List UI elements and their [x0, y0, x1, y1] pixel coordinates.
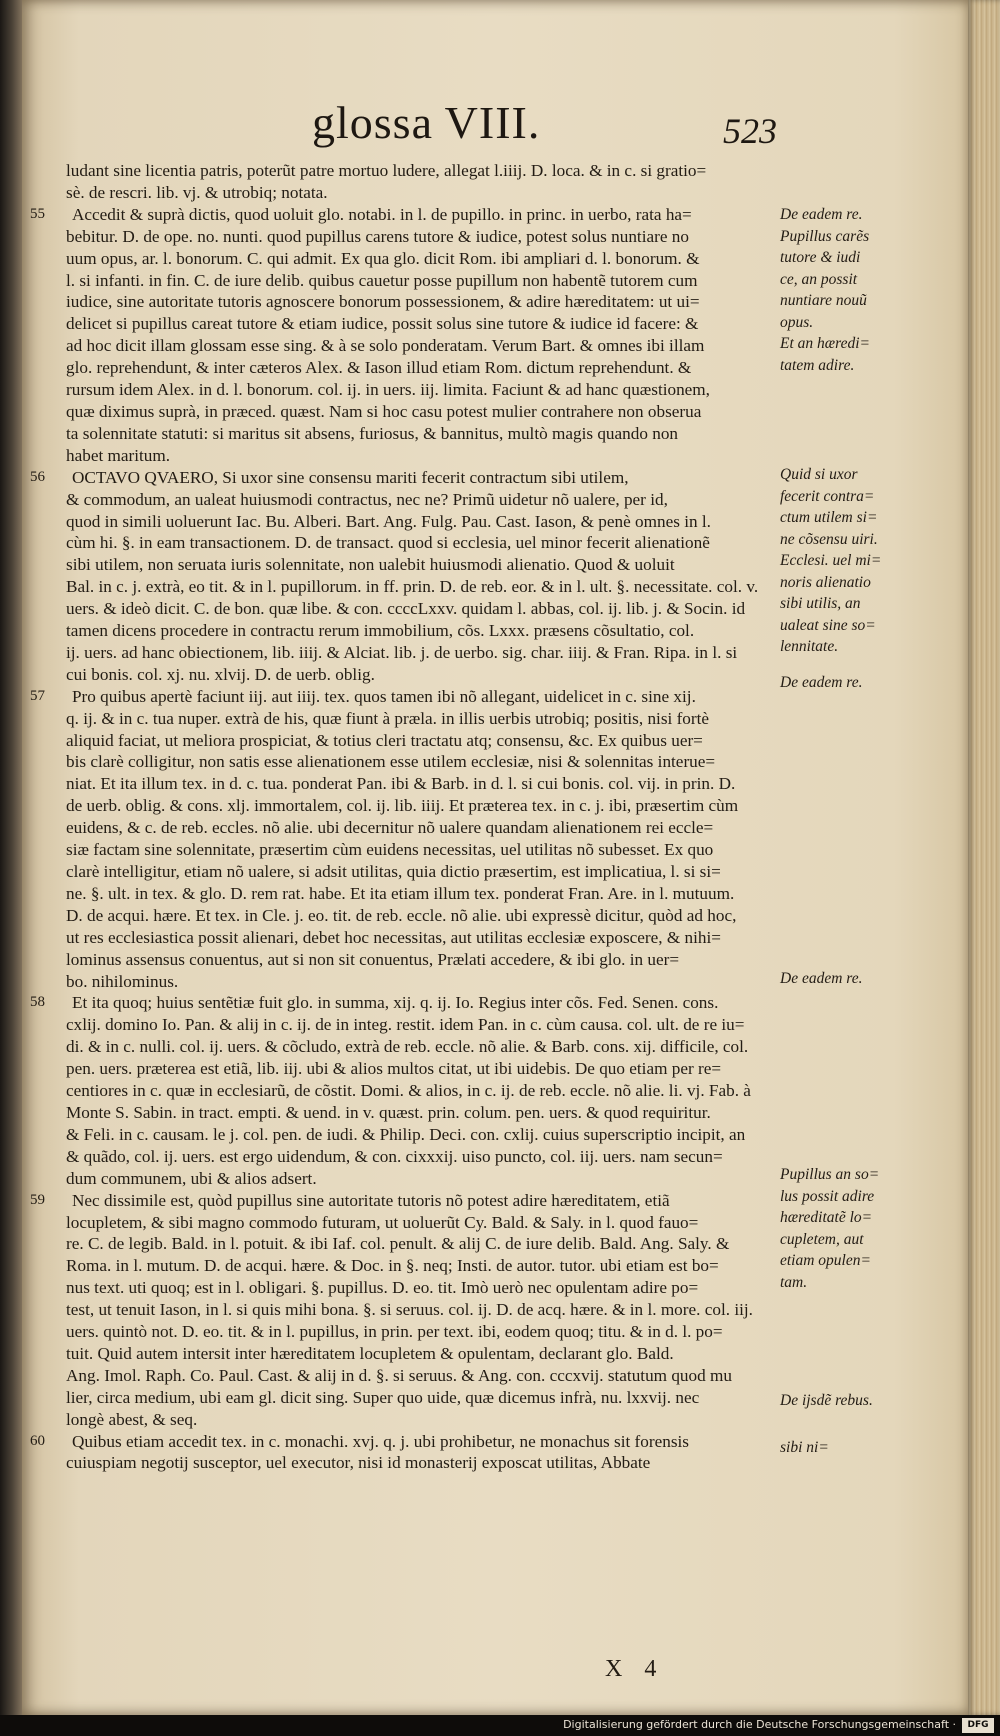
text-line: uers. quintò not. D. eo. tit. & in l. pupillus, in prin. per text. ibi, eodem quoq; titu. & in d. l. po= [66, 1322, 723, 1342]
margin-note-line: hæreditatẽ lo= [780, 1209, 873, 1226]
text-line: uum opus, ar. l. bonorum. C. qui admit. Ex qua glo. dicit Rom. ibi ampliari d. l. bonorum. & [66, 248, 700, 268]
margin-note-line: fecerit contra= [780, 487, 875, 505]
margin-note-line: nuntiare nouũ [780, 292, 867, 309]
paragraph-number: 56 [30, 468, 45, 485]
text-line: iudice, sine autoritate tutoris agnoscere bonorum possessionem, & adire hæreditatem: ut ui= [66, 292, 700, 312]
text-line: cxlij. domino Io. Pan. & alij in c. ij. de in integ. restit. idem Pan. in c. cùm causa. col. ult. de re iu= [66, 1015, 745, 1035]
margin-note-line: tatem adire. [780, 356, 855, 374]
text-line: habet maritum. [66, 445, 171, 465]
paragraph [30, 1431, 790, 1475]
text-line: rursum idem Alex. in d. l. bonorum. col. ij. in uers. iij. limita. Faciunt & ad hanc quæstionem, [66, 380, 710, 400]
text-line: lier, circa medium, ubi eam gl. dicit sing. Super quo uide, quæ dicemus infrà, nu. lxxvij. nec [66, 1387, 700, 1407]
text-line: sè. de rescri. lib. vj. & utrobiq; notata. [66, 182, 328, 202]
text-line: euidens, & c. de reb. eccles. nõ alie. ubi decernitur nõ ualere quandam alienationem rei eccle= [66, 818, 714, 838]
text-line: siæ factam sine solennitate, præsertim cùm euidens necessitas, uel utilitas nõ subesset. Ex quo [66, 840, 714, 860]
paragraph-number: 60 [30, 1432, 45, 1449]
text-line: Et ita quoq; huius sentẽtiæ fuit glo. in summa, xij. q. ij. Io. Regius inter cõs. Fed. Senen. cons. [72, 993, 719, 1013]
text-line: Ang. Imol. Raph. Co. Paul. Cast. & alij in d. §. si seruus. & Ang. con. cccxvij. statutum quod mu [66, 1365, 732, 1385]
text-line: ij. uers. ad hanc obiectionem, lib. iiij. & Alciat. lib. j. de uerbo. sig. char. iiij. & Fran. Ripa. in l. si [66, 642, 738, 662]
margin-note [780, 204, 878, 376]
text-line: Pro quibus apertè faciunt iij. aut iiij. tex. quos tamen ibi nõ allegant, uidelicet in c. sine xij. [72, 686, 696, 706]
margin-note-line: ctum utilem si= [780, 509, 878, 526]
paragraph-number: 58 [30, 994, 45, 1011]
margin-note-line: De ijsdẽ rebus. [780, 1392, 873, 1409]
margin-note-line: sibi utilis, an [780, 595, 861, 612]
text-line: Nec dissimile est, quòd pupillus sine autoritate tutoris nõ potest adire hæreditatem, etiã [72, 1190, 670, 1210]
signature-mark: X 4 [605, 1656, 665, 1682]
margin-note-line: lennitate. [780, 638, 839, 655]
text-line: quod in simili uoluerunt Iac. Bu. Alberi. Bart. Ang. Fulg. Pau. Cast. Iason, & penè omnes in l. [66, 511, 711, 531]
text-line: ad hoc dicit illam glossam esse sing. & à se solo ponderatam. Verum Bart. & omnes ibi illam [66, 336, 705, 356]
text-line: tuit. Quid autem intersit inter hæreditatem locupletem & opulentam, declarant glo. Bald. [66, 1343, 674, 1363]
paragraph [30, 992, 790, 1189]
text-line: lominus assensus conuentus, aut si non sit conuentus, Prælati accedere, & ibi glo. in uer= [66, 949, 680, 969]
text-line: centiores in c. quæ in ecclesiarũ, de cõstit. Domi. & alios, in c. ij. de reb. eccle. nõ alie. li. vj. Fab. à [66, 1081, 751, 1101]
margin-note [780, 968, 878, 990]
text-line: OCTAVO QVAERO, Si uxor sine consensu mariti fecerit contractum sibi utilem, [72, 467, 629, 487]
text-line: Monte S. Sabin. in tract. empti. & uend. in v. quæst. prin. colum. pen. uers. & quod requiritur. [66, 1102, 711, 1122]
footer-credit: Digitalisierung gefördert durch die Deutsche Forschungsgemeinschaft · [563, 1718, 956, 1731]
paragraph [30, 686, 790, 993]
margin-note-line: lus possit adire [780, 1187, 875, 1205]
margin-note-line: etiam opulen= [780, 1252, 871, 1269]
paragraph-number: 57 [30, 687, 45, 704]
text-line: ne. §. ult. in tex. & glo. D. rem rat. habe. Et ita etiam illum tex. ponderat Fran. Are. in l. mutuum. [66, 883, 735, 903]
text-line: uers. & ideò dicit. C. de bon. quæ libe. & con. ccccLxxv. quidam l. abbas, col. ij. lib. j. & Socin. id [66, 599, 746, 619]
text-line: ta solennitate statuti: si maritus sit absens, furiosus, & bannitus, multò magis quando non [66, 423, 679, 443]
text-line: quæ diximus suprà, in præced. quæst. Nam si hoc casu potest mulier contrahere non obserua [66, 401, 702, 421]
text-line: & commodum, an ualeat huiusmodi contractus, nec ne? Primũ uidetur nõ ualere, per id, [66, 489, 668, 509]
text-line: bo. nihilominus. [66, 971, 179, 991]
running-head: glossa VIII. [312, 97, 541, 148]
text-line: cùm hi. §. in eam transactionem. D. de transact. quod si ecclesia, uel minor fecerit alienationẽ [66, 533, 710, 553]
margin-note-line: tam. [780, 1273, 808, 1291]
dfg-logo: DFG [962, 1718, 994, 1733]
text-line: re. C. de legib. Bald. in l. potuit. & ibi Iaf. col. penult. & alij C. de iure delib. Bald. Ang. Saly. & [66, 1234, 730, 1254]
margin-note-line: ualeat sine so= [780, 616, 876, 634]
text-line: q. ij. & in c. tua nuper. extrà de his, quæ fiunt à præla. in illis uerbis utrobiq; positis, nisi fortè [66, 708, 710, 728]
margin-note-line: opus. [780, 313, 814, 331]
text-line: bis clarè colligitur, non satis esse alienationem esse utilem ecclesiæ, nisi & solennitas interue= [66, 752, 716, 772]
paragraph [40, 160, 790, 204]
margin-note-line: ce, an possit [780, 270, 858, 288]
margin-note-line: Pupillus an so= [780, 1166, 880, 1183]
text-line: Quibus etiam accedit tex. in c. monachi. xvj. q. j. ubi prohibetur, ne monachus sit forensis [72, 1431, 689, 1451]
margin-note [780, 464, 882, 658]
text-line: Accedit & suprà dictis, quod uoluit glo. notabi. in l. de pupillo. in princ. in uerbo, rata ha= [72, 204, 692, 224]
text-line: cuiuspiam negotij susceptor, uel executor, nisi id monasterij exposcat utilitas, Abbate [66, 1453, 651, 1473]
text-line: sibi utilem, non seruata iuris solennitate, non ualebit huiusmodi alienatio. Quod & uoluit [66, 555, 675, 575]
text-line: di. & in c. nulli. col. ij. uers. & cõcludo, extrà de reb. eccle. nõ alie. & Barb. cons. xij. difficile, col. [66, 1037, 749, 1057]
text-line: de uerb. oblig. & cons. xlj. immortalem, col. ij. lib. iiij. Et præterea tex. in c. j. ibi, præsertim cùm [66, 796, 739, 816]
text-line: Roma. in l. mutum. D. de acqui. hære. & Doc. in §. neq; Insti. de autor. tutor. ubi etiam est bo= [66, 1256, 719, 1276]
paragraph-number: 55 [30, 205, 45, 222]
text-line: D. de acqui. hære. Et tex. in Cle. j. eo. tit. de reb. eccle. nõ alie. ubi expressè dicitur, quòd ad hoc, [66, 905, 737, 925]
paragraph [30, 467, 790, 686]
page-number: 523 [723, 111, 777, 151]
text-line: tamen dicens procedere in contractu rerum immobilium, cõs. Lxxx. præsens cõsultatio, col. [66, 621, 695, 641]
margin-note-line: cupletem, aut [780, 1230, 864, 1248]
page-edges [968, 0, 1000, 1715]
text-line: bebitur. D. de ope. no. nunti. quod pupillus carens tutore & iudice, potest solus nuntiare no [66, 226, 689, 246]
text-line: longè abest, & seq. [66, 1409, 198, 1429]
margin-note-line: Ecclesi. uel mi= [780, 552, 882, 569]
margin-note-line: noris alienatio [780, 573, 871, 591]
paragraph-number: 59 [30, 1191, 45, 1208]
text-line: aliquid faciat, ut meliora prospiciat, & totius cleri tractatu atq; consensu, &c. Ex quibus uer= [66, 730, 703, 750]
margin-note-line: De eadem re. [780, 206, 863, 223]
text-line: nus text. uti quoq; est in l. obligari. §. pupillus. D. eo. tit. Imò uerò nec opulentam adire po= [66, 1278, 699, 1298]
text-line: cui bonis. col. xj. nu. xlvij. D. de uerb. oblig. [66, 664, 375, 684]
footer-bar [0, 1715, 1000, 1736]
text-line: clarè intelligitur, etiam nõ ualere, si adsit utilitas, quia dictio præsertim, est implicatiua, l. si si= [66, 862, 721, 881]
text-line: Bal. in c. j. extrà, eo tit. & in l. pupillorum. in ff. prin. D. de reb. eor. & in l. ult. §. necessitate. col. v. [66, 577, 759, 597]
margin-note-line: Quid si uxor [780, 466, 858, 483]
margin-note [780, 672, 878, 694]
margin-note-line: ne cõsensu uiri. [780, 530, 878, 548]
margin-note-line: De eadem re. [780, 970, 863, 987]
margin-note [780, 1390, 878, 1412]
text-line: & Feli. in c. causam. le j. col. pen. de iudi. & Philip. Deci. con. cxlij. cuius superscriptio incipit, an [66, 1124, 746, 1144]
text-line: locupletem, & sibi magno commodo futuram, ut uoluerũt Cy. Bald. & Saly. in l. quod fauo= [66, 1212, 699, 1232]
catchword: sibi ni= [780, 1439, 829, 1456]
margin-note-line: Pupillus carẽs [780, 227, 870, 245]
margin-note-line: De eadem re. [780, 674, 863, 691]
text-line: niat. Et ita illum tex. in d. c. tua. ponderat Pan. ibi & Barb. in d. l. si cui bonis. col. vij. in prin. D. [66, 774, 736, 794]
text-line: test, ut tenuit Iason, in l. si quis mihi bona. §. si seruus. col. ij. D. de acq. hære. & in l. more. col. iij. [66, 1300, 753, 1320]
margin-note-line: tutore & iudi [780, 249, 861, 266]
text-line: delicet si pupillus careat tutore & etiam iudice, possit solus sine tutore & iudice id facere: & [66, 314, 699, 334]
paragraph [30, 204, 790, 467]
text-line: dum communem, ubi & alios adsert. [66, 1168, 317, 1188]
text-line: & quãdo, col. ij. uers. est ergo uidendum, & con. cixxxij. uiso puncto, col. iij. uers. nam secun= [66, 1146, 723, 1166]
main-text-column [30, 160, 790, 1474]
text-line: l. si infanti. in fin. C. de iure delib. quibus cauetur posse pupillum non habentẽ tutorem cum [66, 270, 698, 290]
text-line: glo. reprehendunt, & inter cæteros Alex. & Iason illud etiam Rom. dictum reprehendunt. & [66, 358, 692, 378]
text-line: ut res ecclesiastica possit alienari, debet hoc necessitas, aut utilitas ecclesiæ exposcere, & nihi= [66, 927, 721, 947]
text-line: pen. uers. præterea est etiã, lib. iij. ubi & alios multos citat, ut ibi uidebis. De quo etiam per re= [66, 1059, 722, 1079]
margin-note [780, 1164, 878, 1293]
margin-note-line: Et an hæredi= [780, 335, 870, 352]
text-line: ludant sine licentia patris, poterũt patre mortuo ludere, allegat l.iiij. D. loca. & in c. si gratio= [66, 161, 707, 180]
paragraph [30, 1190, 790, 1431]
